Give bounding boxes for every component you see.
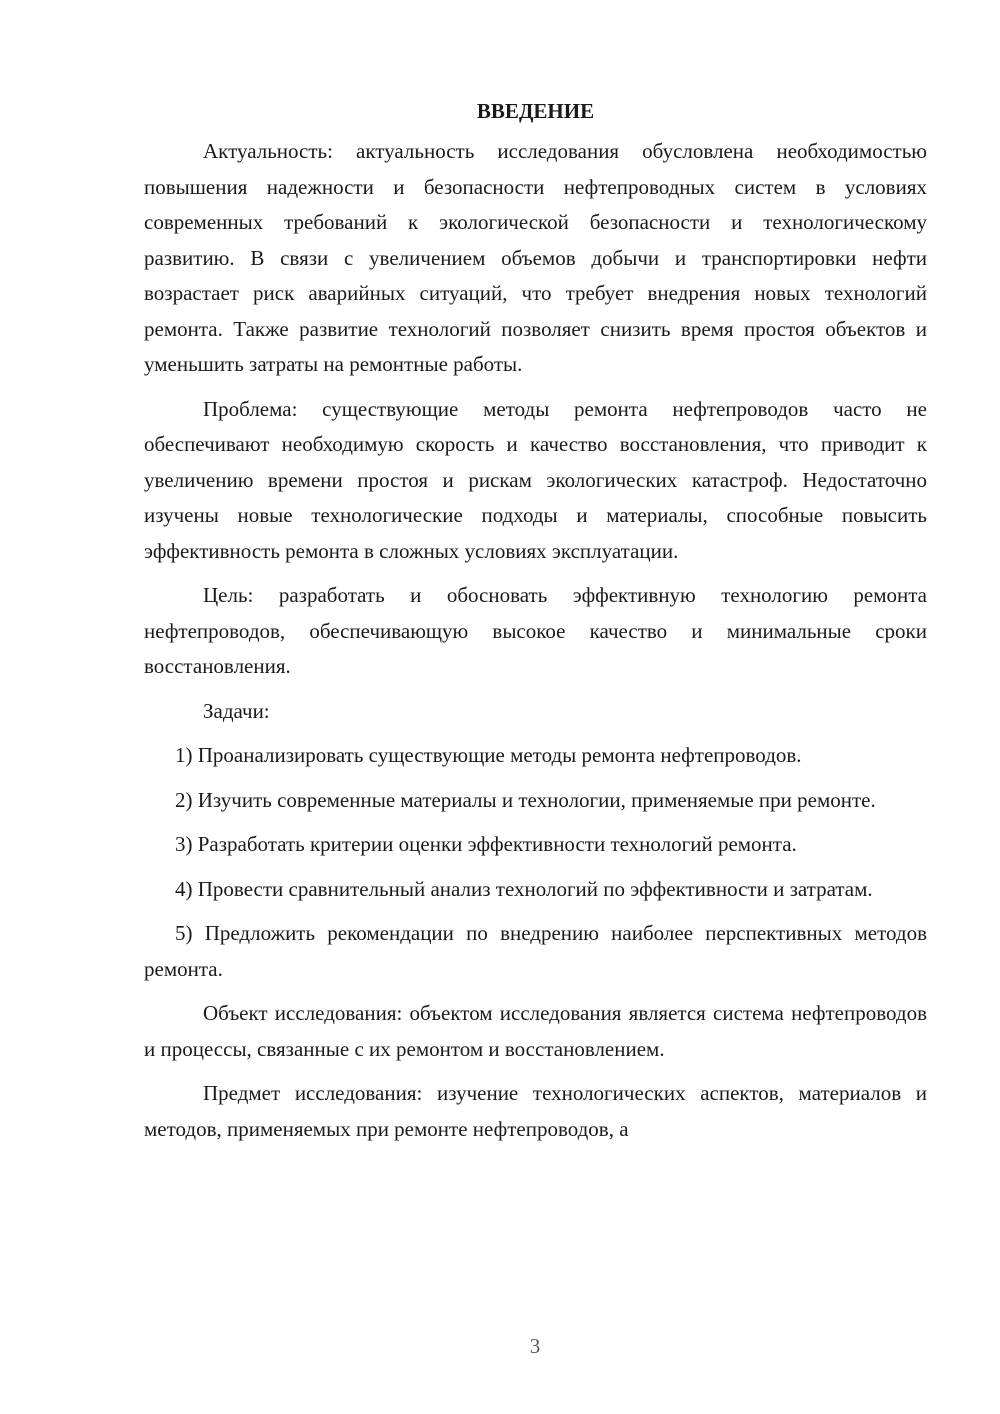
task-item-1: 1) Проанализировать существующие методы ремонта нефтепроводов. (175, 743, 802, 767)
paragraph-object: Объект исследования: объектом исследования является система нефтепроводов и процессы, связанные с их ремонтом и восстановлением. (144, 1001, 927, 1061)
page-content (144, 96, 927, 1156)
page-number: 3 (529, 1334, 541, 1358)
task-item-2: 2) Изучить современные материалы и технологии, применяемые при ремонте. (175, 787, 876, 812)
paragraph-subject: Предмет исследования: изучение технологических аспектов, материалов и методов, применяемых при ремонте нефтепроводов, а (144, 1081, 927, 1141)
paragraph-goal: Цель: разработать и обосновать эффективную технологию ремонта нефтепроводов, обеспечивающую высокое качество и минимальные сроки восстановления. (144, 583, 927, 678)
section-heading: ВВЕДЕНИЕ (476, 99, 595, 123)
task-item-5: 5) Предложить рекомендации по внедрению наиболее перспективных методов ремонта. (144, 921, 927, 981)
task-item-4: 4) Провести сравнительный анализ технологий по эффективности и затратам. (175, 876, 873, 901)
paragraph-relevance: Актуальность: актуальность исследования обусловлена необходимостью повышения надежности и безопасности нефтепроводных систем в условиях современных требований к экологической безопасности и технологическому развитию. В связи с увеличением объемов добычи и транспортировки нефти возрастает риск аварийных ситуаций, что требует внедрения новых технологий ремонта. Также развитие технологий позволяет снизить время простоя объектов и уменьшить затраты на ремонтные работы. (144, 139, 927, 376)
paragraph-problem: Проблема: существующие методы ремонта нефтепроводов часто не обеспечивают необходимую скорость и качество восстановления, что приводит к увеличению времени простоя и рискам экологических катастроф. Недостаточно изучены новые технологические подходы и материалы, способные повысить эффективность ремонта в сложных условиях эксплуатации. (144, 396, 927, 563)
task-item-3: 3) Разработать критерии оценки эффективности технологий ремонта. (175, 832, 797, 856)
tasks-label: Задачи: (203, 698, 270, 723)
